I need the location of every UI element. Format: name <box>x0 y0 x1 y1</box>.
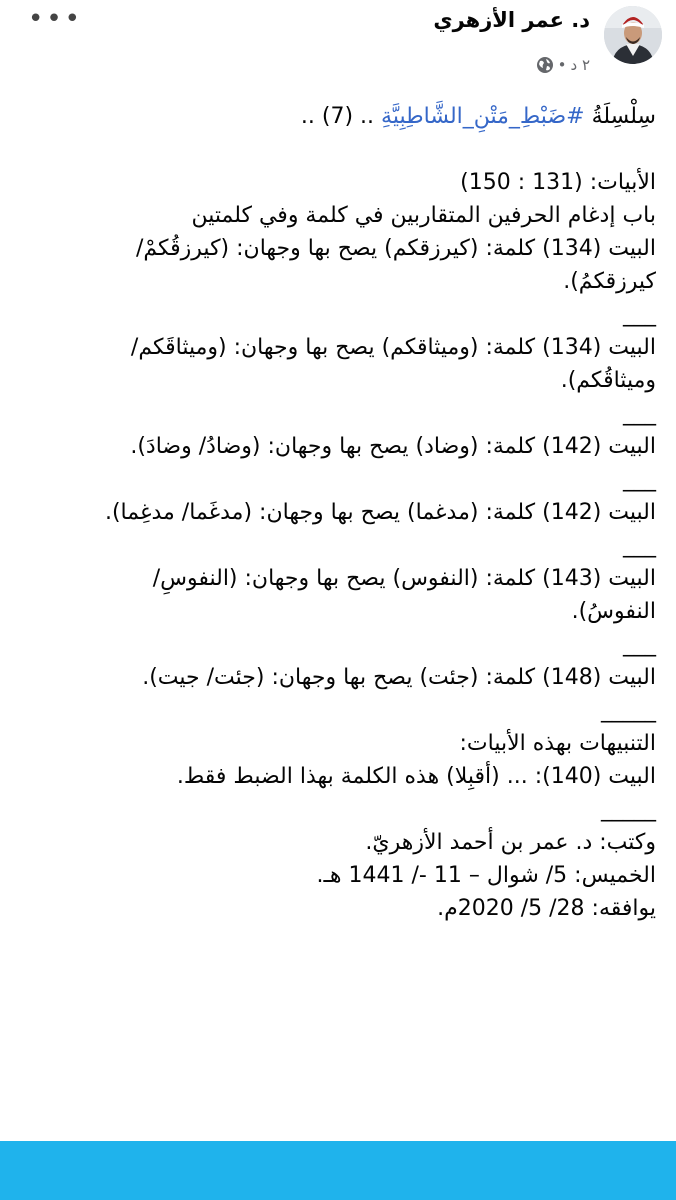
title-suffix: .. (7) .. <box>300 104 382 129</box>
separator-rule: ___ <box>623 467 656 492</box>
separator-rule: ___ <box>623 401 656 426</box>
notes-title: التنبيهات بهذه الأبيات: <box>459 731 656 756</box>
globe-icon <box>536 56 554 74</box>
separator-rule: _____ <box>601 698 656 723</box>
post-meta <box>536 56 590 74</box>
hashtag-link[interactable]: #ضَبْطِ_مَتْنِ_الشَّاطِبِيَّةِ <box>381 104 585 129</box>
author-signature: وكتب: د. عمر بن أحمد الأزهريّ. <box>365 830 656 855</box>
separator-rule: _____ <box>601 797 656 822</box>
author-name[interactable]: د. عمر الأزهري <box>433 8 590 32</box>
more-options-icon[interactable]: ••• <box>28 4 84 34</box>
verse-item: البيت (148) كلمة: (جئت) يصح بها وجهان: (جئت/ جيت). <box>142 665 656 690</box>
verse-item-continued: وميثاقُكم). <box>560 368 656 393</box>
note-item: البيت (140): ... (أقبِلا) هذه الكلمة بهذا الضبط فقط. <box>176 764 656 789</box>
profile-photo <box>604 6 662 64</box>
separator-rule: ___ <box>623 533 656 558</box>
title-prefix: سِلْسِلَةُ <box>584 104 656 129</box>
avatar[interactable] <box>604 6 662 64</box>
post-body <box>16 100 656 925</box>
spacer <box>16 133 656 166</box>
chapter-title: باب إدغام الحرفين المتقاربين في كلمة وفي كلمتين <box>191 203 656 228</box>
post-header <box>0 0 676 90</box>
verse-item-continued: كيرزقكمُ). <box>563 269 656 294</box>
verse-item: البيت (134) كلمة: (كيرزقكم) يصح بها وجهان: (كيرزقُكمْ/ <box>135 236 656 261</box>
post-title <box>16 100 656 133</box>
post-time[interactable]: ٢ د <box>570 56 590 74</box>
verse-item: البيت (142) كلمة: (مدغما) يصح بها وجهان: (مدغَما/ مدغِما). <box>104 500 656 525</box>
meta-separator: • <box>557 56 567 74</box>
hijri-date: الخميس: 5/ شوال – 11 -/ 1441 هـ. <box>316 863 656 888</box>
verse-item: البيت (143) كلمة: (النفوس) يصح بها وجهان: (النفوسِ/ <box>152 566 656 591</box>
gregorian-date: يوافقه: 28/ 5/ 2020م. <box>437 896 656 921</box>
separator-rule: ___ <box>623 302 656 327</box>
bottom-bar <box>0 1141 676 1200</box>
verses-range: الأبيات: (131 : 150) <box>460 170 656 195</box>
separator-rule: ___ <box>623 632 656 657</box>
verse-item: البيت (134) كلمة: (وميثاقكم) يصح بها وجهان: (وميثاقَكم/ <box>130 335 656 360</box>
verse-item: البيت (142) كلمة: (وضاد) يصح بها وجهان: (وضادُ/ وضادَ). <box>130 434 656 459</box>
verse-item-continued: النفوسُ). <box>571 599 656 624</box>
